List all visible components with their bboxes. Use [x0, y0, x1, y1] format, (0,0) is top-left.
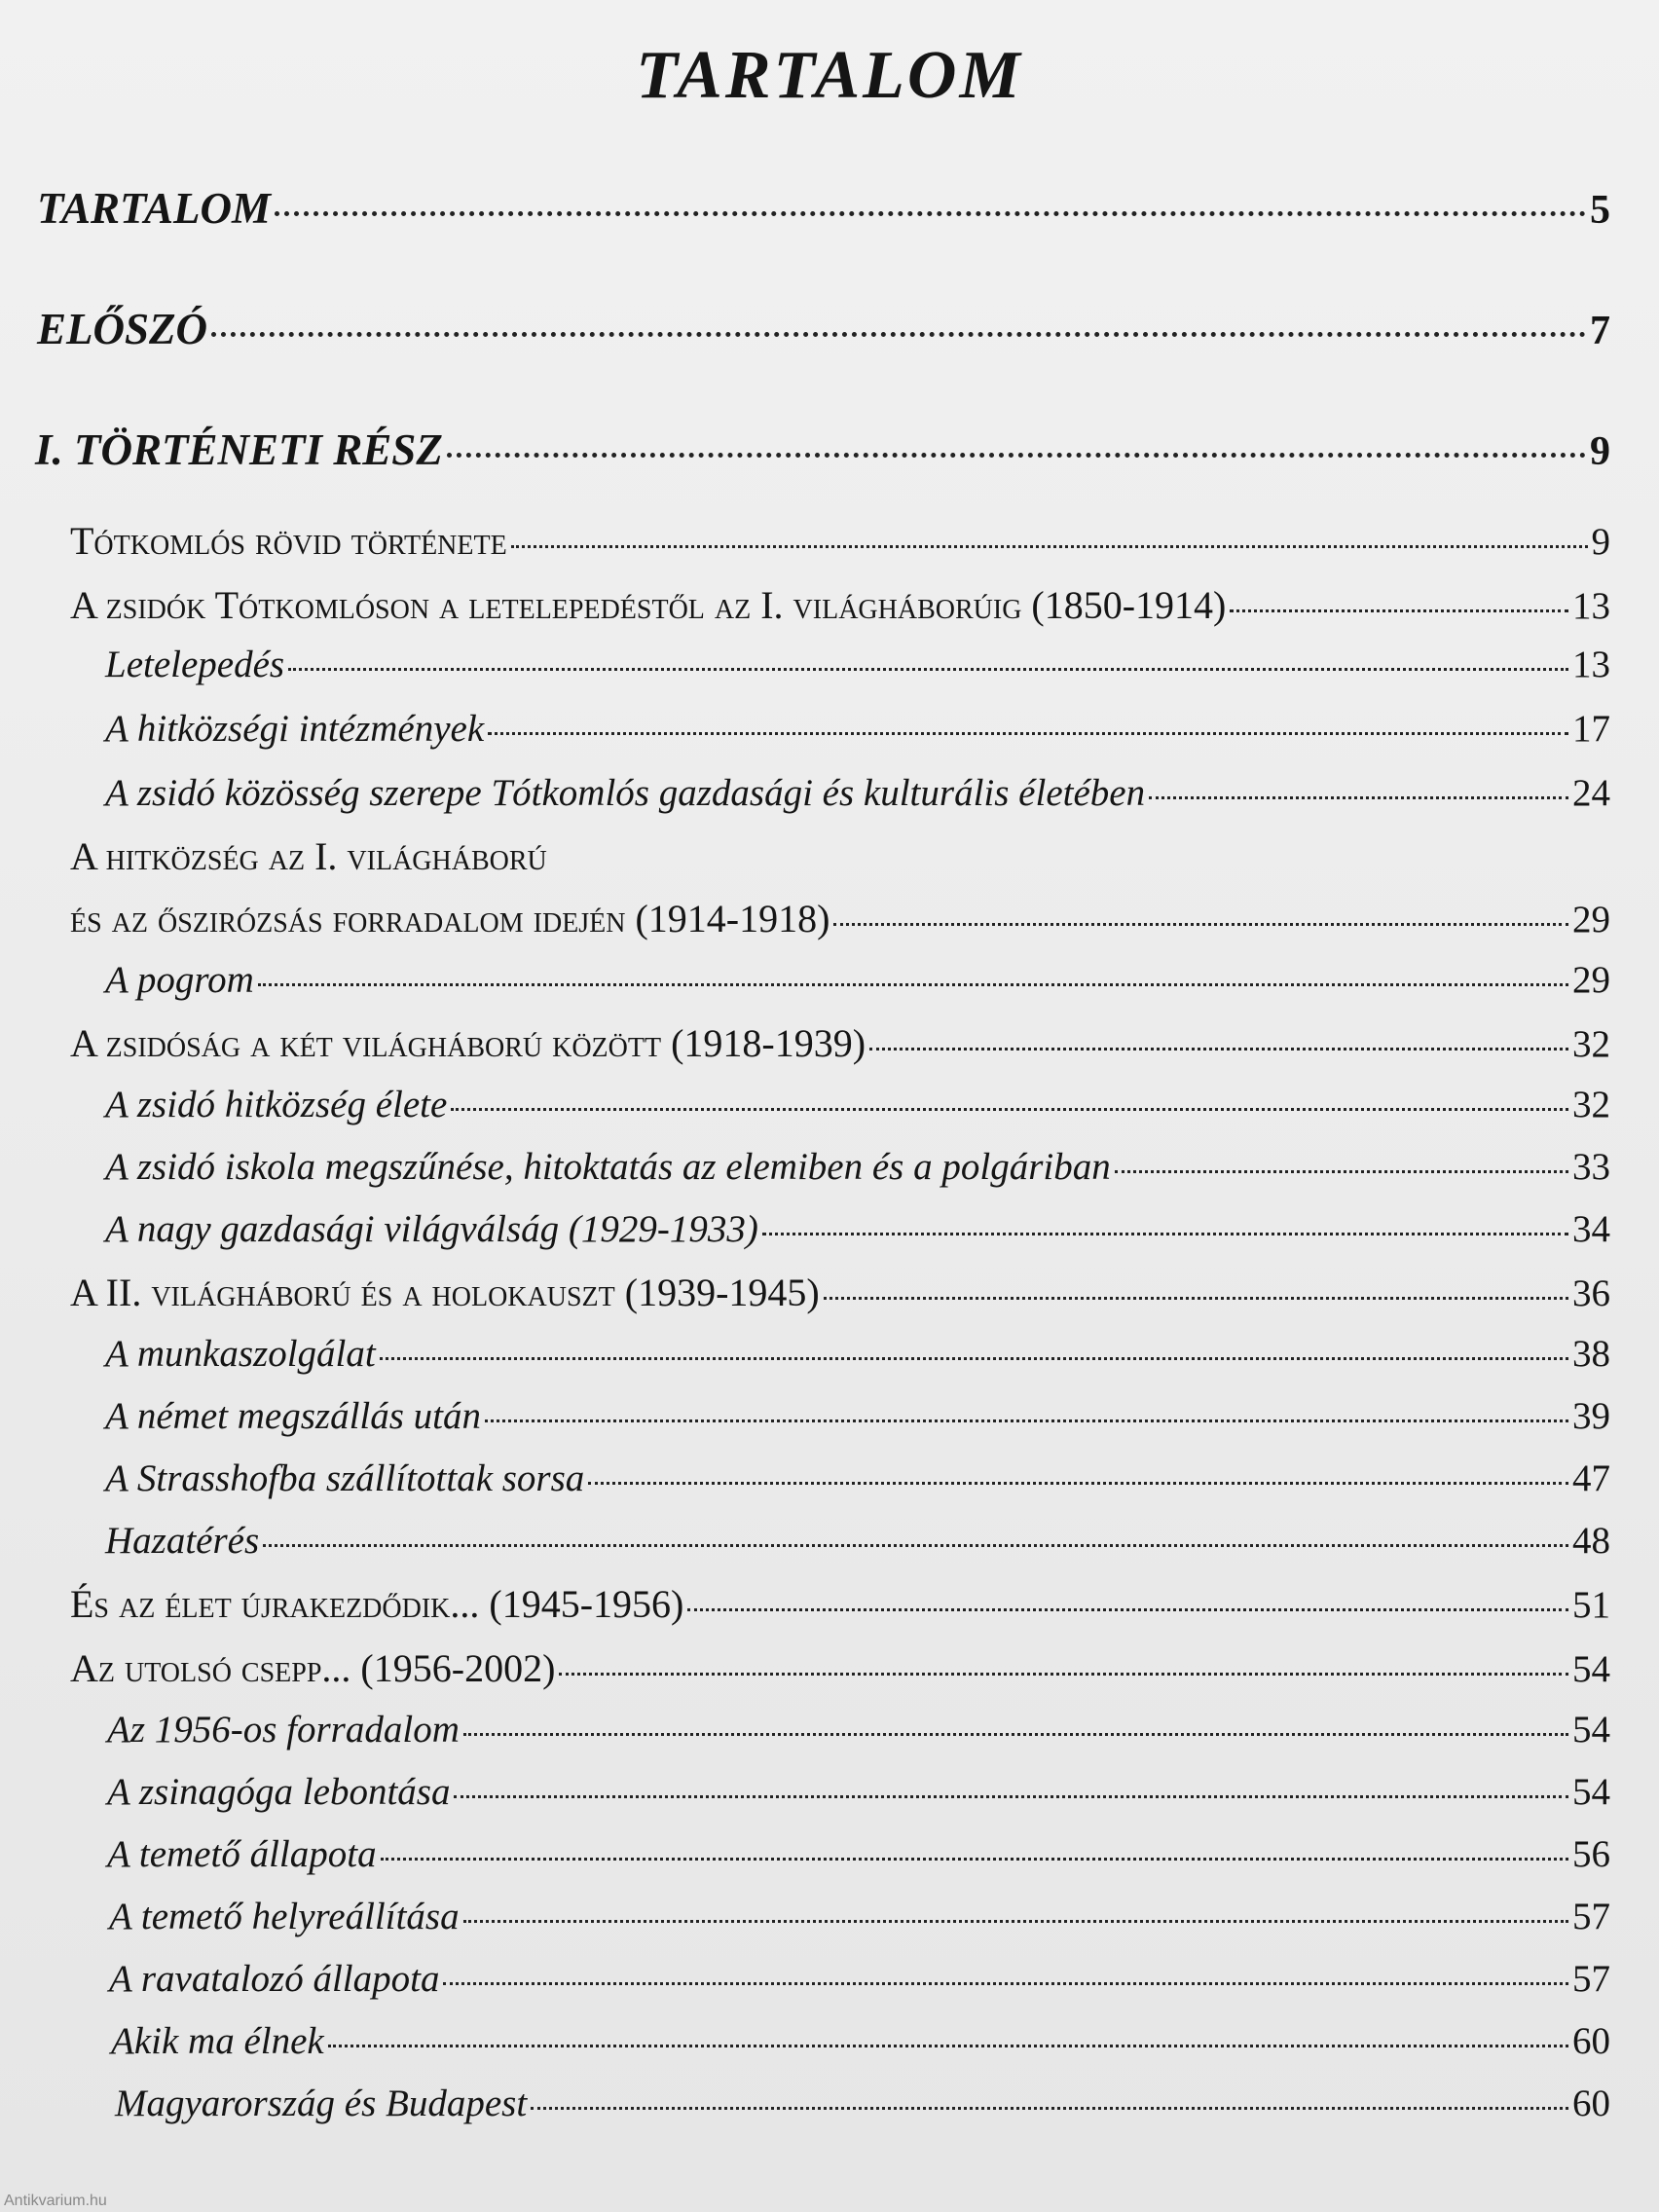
toc-entry-page: 29 — [1572, 959, 1610, 1001]
toc-entry-label: A német megszállás után — [105, 1395, 482, 1437]
toc-entry — [105, 771, 1610, 815]
toc-entry-label: A Strasshofba szállítottak sorsa — [105, 1457, 585, 1499]
dot-leader — [447, 453, 1586, 458]
dot-leader — [275, 211, 1586, 216]
toc-entry-page: 5 — [1590, 188, 1610, 233]
toc-entry — [105, 1456, 1610, 1500]
toc-entry-label: A pogrom — [105, 959, 254, 1001]
toc-entry-label: Tótkomlós rövid története — [70, 519, 507, 563]
toc-entry-page: 33 — [1572, 1146, 1610, 1188]
toc-entry-label: A zsidó közösség szerepe Tótkomlós gazdasági és kulturális életében — [105, 772, 1146, 814]
toc-entry — [70, 582, 1610, 628]
dot-leader — [328, 2045, 1568, 2047]
dot-leader — [488, 732, 1568, 735]
toc-entry-label: A nagy gazdasági világválság (1929-1933) — [105, 1208, 758, 1250]
toc-entry-label: TARTALOM — [37, 184, 272, 233]
dot-leader — [485, 1419, 1568, 1422]
toc-entry-page: 32 — [1572, 1084, 1610, 1125]
dot-leader — [687, 1608, 1568, 1611]
dot-leader — [443, 1982, 1568, 1985]
dot-leader — [511, 545, 1588, 548]
toc-entry — [107, 1770, 1610, 1814]
toc-entry-page: 34 — [1572, 1208, 1610, 1250]
dot-leader — [463, 1733, 1568, 1736]
dot-leader — [380, 1357, 1568, 1360]
toc-entry — [105, 1394, 1610, 1438]
toc-entry-page: 9 — [1590, 429, 1610, 474]
toc-entry — [105, 1519, 1610, 1563]
toc-entry-page: 57 — [1572, 1896, 1610, 1937]
toc-entry-label: Magyarország és Budapest — [115, 2083, 528, 2124]
toc-entry-page: 13 — [1572, 644, 1610, 685]
dot-leader — [531, 2107, 1568, 2110]
toc-entry-page: 60 — [1572, 2020, 1610, 2062]
dot-leader — [833, 923, 1568, 926]
toc-entry — [105, 1207, 1610, 1251]
toc-entry-page: 39 — [1572, 1395, 1610, 1437]
toc-entry-label: A ravatalozó állapota — [109, 1958, 440, 2000]
toc-entry-label: A hitközségi intézmények — [105, 708, 485, 750]
toc-entry — [111, 2019, 1610, 2063]
toc-entry — [37, 183, 1610, 234]
toc-entry-label: A zsidóság a két világháború között (1918-1939) — [70, 1021, 866, 1065]
toc-entry — [107, 1708, 1610, 1751]
dot-leader — [588, 1482, 1568, 1485]
toc-entry — [70, 896, 1610, 941]
toc-entry-label: A temető helyreállítása — [109, 1896, 460, 1937]
dot-leader — [288, 668, 1568, 671]
toc-entry — [70, 518, 1610, 564]
toc-entry-page: 48 — [1572, 1520, 1610, 1562]
toc-entry — [70, 1581, 1610, 1627]
toc-entry-page: 56 — [1572, 1833, 1610, 1875]
dot-leader — [559, 1673, 1568, 1676]
dot-leader — [454, 1795, 1568, 1798]
watermark: Antikvarium.hu — [4, 2193, 107, 2209]
toc-entry-page: 24 — [1572, 772, 1610, 814]
toc-entry-page: 13 — [1572, 585, 1610, 627]
dot-leader — [211, 332, 1586, 337]
dot-leader — [762, 1233, 1568, 1235]
toc-entry-page: 60 — [1572, 2083, 1610, 2124]
toc-entry-label: A munkaszolgálat — [105, 1333, 376, 1375]
dot-leader — [381, 1858, 1568, 1861]
toc-entry-label: A zsinagóga lebontása — [107, 1771, 451, 1813]
toc-entry-page: 54 — [1572, 1648, 1610, 1690]
toc-entry — [105, 1083, 1610, 1126]
toc-entry-label: A zsidó hitközség élete — [105, 1084, 448, 1125]
toc-entry — [70, 1645, 1610, 1691]
toc-entry-page: 29 — [1572, 899, 1610, 940]
toc-entry-label: Az 1956-os forradalom — [107, 1709, 460, 1751]
toc-entry — [105, 643, 1610, 686]
toc-entry — [105, 1145, 1610, 1189]
toc-entry-label: I. TÖRTÉNETI RÉSZ — [35, 425, 443, 474]
dot-leader — [1115, 1170, 1568, 1173]
dot-leader — [1230, 609, 1568, 612]
toc-entry-label: És az élet újrakezdődik... (1945-1956) — [70, 1582, 684, 1626]
toc-entry — [115, 2082, 1610, 2125]
toc-entry — [70, 1020, 1610, 1066]
toc-entry-label: A II. világháború és a holokauszt (1939-1945) — [70, 1271, 820, 1314]
dot-leader — [869, 1048, 1568, 1051]
toc-entry — [105, 707, 1610, 751]
toc-entry — [70, 1270, 1610, 1315]
toc-entry-page: 54 — [1572, 1709, 1610, 1751]
toc-entry-label: A zsidók Tótkomlóson a letelepedéstől az I. világháborúig (1850-1914) — [70, 583, 1227, 627]
toc-entry-label: A temető állapota — [107, 1833, 377, 1875]
toc-entry-label: Akik ma élnek — [111, 2020, 324, 2062]
page-title: TARTALOM — [636, 38, 1023, 113]
toc-entry-page: 9 — [1591, 521, 1610, 563]
toc-entry — [109, 1895, 1610, 1938]
toc-entry-page: 38 — [1572, 1333, 1610, 1375]
toc-entry — [105, 1332, 1610, 1376]
dot-leader — [824, 1297, 1568, 1300]
toc-entry-label: A zsidó iskola megszűnése, hitoktatás az elemiben és a polgáriban — [105, 1146, 1111, 1188]
toc-entry-page: 57 — [1572, 1958, 1610, 2000]
dot-leader — [1149, 796, 1568, 799]
toc-entry — [109, 1957, 1610, 2001]
toc-entry-page: 51 — [1572, 1584, 1610, 1626]
toc-entry-label: Letelepedés — [105, 644, 285, 685]
dot-leader — [258, 983, 1568, 986]
toc-entry-heading: A hitközség az I. világháború — [70, 834, 547, 878]
toc-entry — [105, 958, 1610, 1002]
toc-entry-page: 36 — [1572, 1272, 1610, 1314]
toc-entry-page: 47 — [1572, 1457, 1610, 1499]
toc-entry — [107, 1832, 1610, 1876]
toc-entry-page: 32 — [1572, 1023, 1610, 1065]
toc-entry-page: 17 — [1572, 708, 1610, 750]
toc-entry-page: 7 — [1590, 309, 1610, 353]
toc-entry-label: Hazatérés — [105, 1520, 260, 1562]
toc-entry-label: ELŐSZÓ — [37, 305, 208, 353]
toc-entry-page: 54 — [1572, 1771, 1610, 1813]
dot-leader — [451, 1108, 1568, 1111]
dot-leader — [263, 1544, 1568, 1547]
dot-leader — [463, 1920, 1568, 1923]
toc-entry-label: Az utolsó csepp... (1956-2002) — [70, 1646, 556, 1690]
toc-entry-label: és az őszirózsás forradalom idején (1914-1918) — [70, 897, 830, 940]
toc-entry — [35, 424, 1610, 475]
toc-entry — [37, 304, 1610, 354]
